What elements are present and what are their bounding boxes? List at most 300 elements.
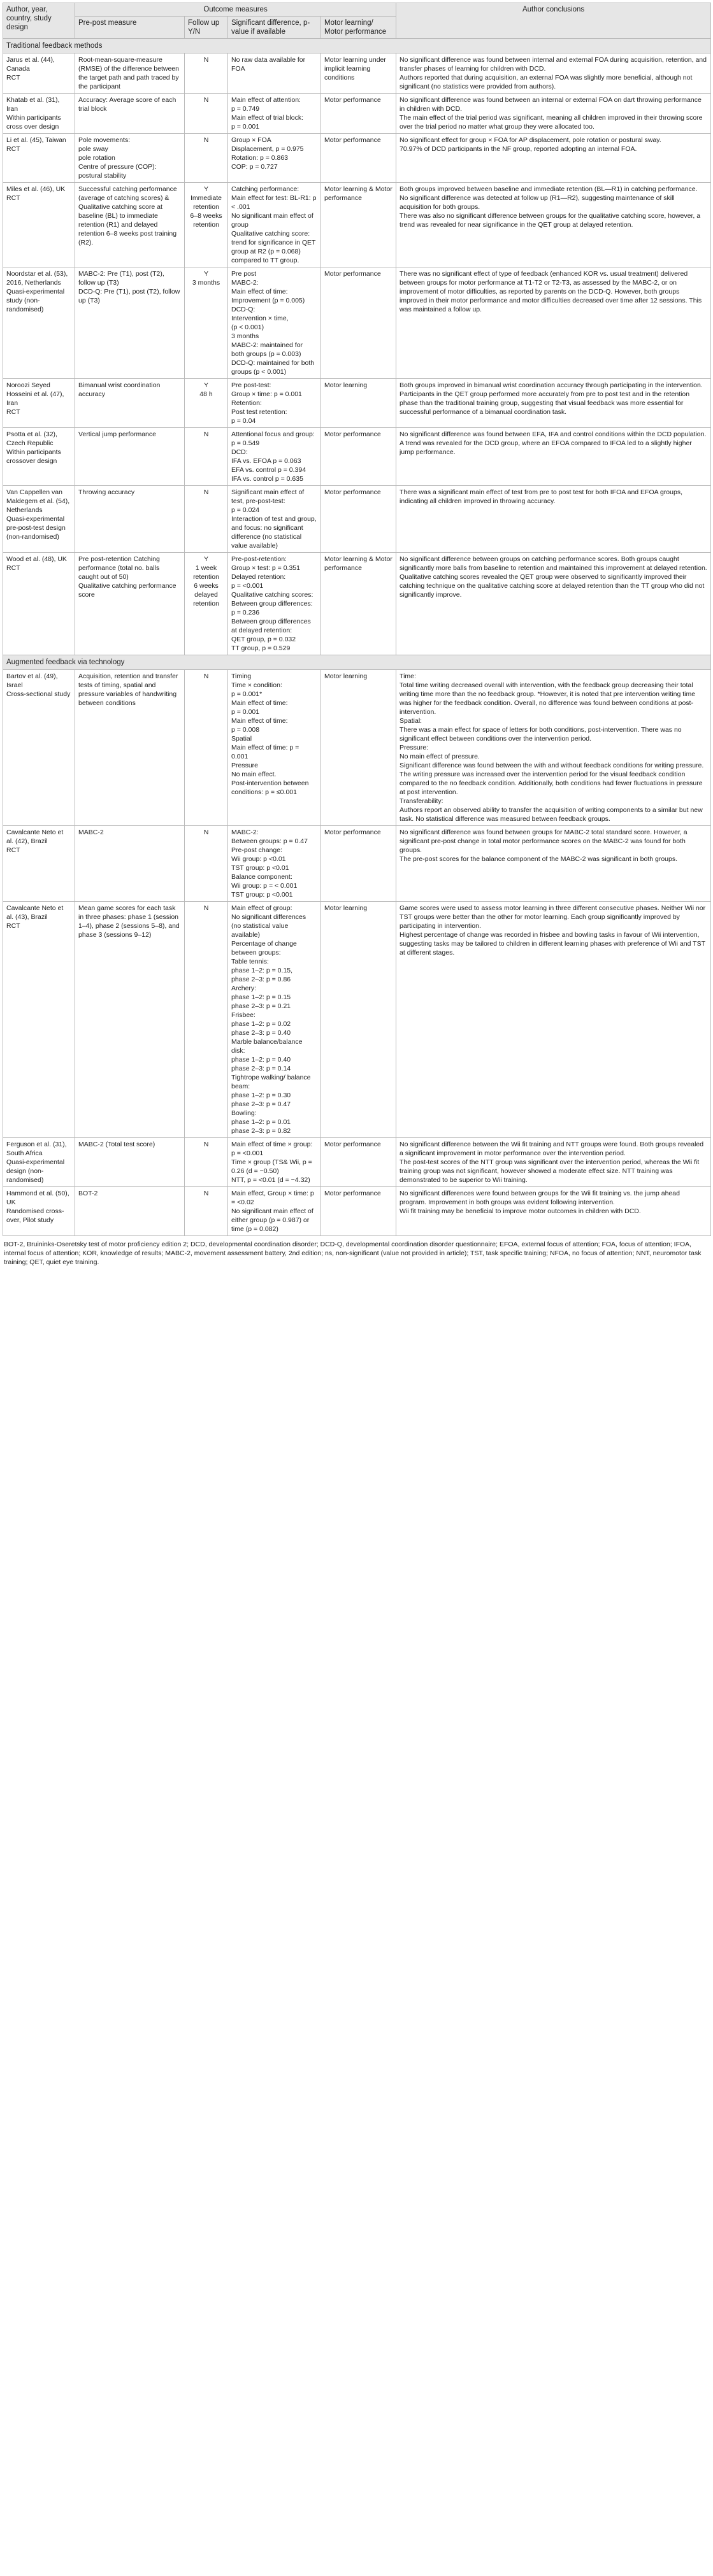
cell-line: Centre of pressure (COP): bbox=[78, 163, 157, 171]
results-table bbox=[3, 3, 711, 1236]
cell-line: p = 0.001 bbox=[231, 123, 260, 131]
cell-line: Quasi-experimental pre-post-test design (non-randomised) bbox=[6, 515, 66, 541]
cell-significance bbox=[228, 1138, 321, 1187]
cell-conclusion bbox=[396, 183, 711, 267]
cell-line: Timing bbox=[231, 672, 252, 680]
cell-line: phase 1–2: p = 0.15 bbox=[231, 993, 291, 1001]
cell-line: Frisbee: bbox=[231, 1011, 256, 1019]
cell-line: pole sway bbox=[78, 145, 108, 153]
cell-follow-up bbox=[185, 553, 228, 655]
table-row bbox=[3, 267, 711, 379]
cell-line: Between groups: p = 0.47 bbox=[231, 837, 308, 845]
cell-line: There was no significant effect of type of feedback (enhanced KOR vs. usual treatment) delivered between groups for motor performance at T1-T2 or T2-T3, as assessed by the MABC-2, or on improvement of motor difficulties, as reported by parents on the DCD-Q. However, both groups improved in their motor performance and motor difficulties decreased over time after 12 sessions. This was maintained a follow up. bbox=[400, 270, 702, 313]
cell-conclusion bbox=[396, 670, 711, 826]
header-author: Author, year, country, study design bbox=[3, 3, 75, 39]
cell-line: Main effect of time × group: p = <0.001 bbox=[231, 1141, 313, 1157]
cell-author bbox=[3, 94, 75, 134]
cell-conclusion bbox=[396, 53, 711, 94]
cell-line: MABC-2: Pre (T1), post (T2), follow up (T3) bbox=[78, 270, 164, 287]
cell-line: No main effect of pressure. bbox=[400, 753, 480, 760]
cell-follow-up bbox=[185, 670, 228, 826]
cell-significance bbox=[228, 1187, 321, 1236]
cell-line: Motor learning bbox=[324, 381, 368, 389]
cell-line: Bowling: bbox=[231, 1109, 257, 1117]
cell-significance bbox=[228, 486, 321, 553]
cell-line: RCT bbox=[6, 408, 20, 416]
cell-line: Qualitative catching scores revealed the QET group were observed to significantly improved their catching technique on the qualitative catching score at delayed retention than the TT group who did not significantly improve. bbox=[400, 573, 705, 599]
cell-line: Pre-post-retention: bbox=[231, 555, 287, 563]
cell-line: Quasi-experimental study (non-randomised) bbox=[6, 288, 65, 313]
cell-line: Tightrope walking/ balance beam: bbox=[231, 1074, 311, 1090]
cell-line: No significant differences (no statistical value available) bbox=[231, 913, 306, 939]
results-table-container bbox=[3, 3, 710, 1270]
cell-line: COP: p = 0.727 bbox=[231, 163, 278, 171]
cell-measure bbox=[75, 428, 185, 486]
cell-line: Pressure: bbox=[400, 744, 428, 751]
cell-line: Qualitative catching performance score bbox=[78, 582, 176, 599]
cell-line: Hammond et al. (50), UK bbox=[6, 1190, 69, 1206]
cell-motor bbox=[321, 379, 396, 428]
cell-line: Pre post bbox=[231, 270, 257, 278]
cell-line: Main effect of attention: bbox=[231, 96, 301, 104]
cell-line: N bbox=[203, 136, 209, 144]
table-row bbox=[3, 670, 711, 826]
cell-line: Wii fit training may be beneficial to improve motor outcomes in children with DCD. bbox=[400, 1207, 641, 1215]
cell-line: Ferguson et al. (31), South Africa bbox=[6, 1141, 67, 1157]
cell-line: Post test retention: bbox=[231, 408, 287, 416]
cell-line: N bbox=[203, 488, 209, 496]
cell-significance bbox=[228, 670, 321, 826]
table-row bbox=[3, 902, 711, 1138]
cell-line: Motor performance bbox=[324, 829, 381, 836]
cell-line: Highest percentage of change was recorded in frisbee and bowling tasks in favour of Wii intervention, suggesting tasks may be tailored to children in different learning phases with preference of Wii and TST at different stages. bbox=[400, 931, 705, 957]
cell-line: Percentage of change between groups: bbox=[231, 940, 297, 957]
cell-line: There was also no significant difference between groups for the qualitative catching score, however, a trend was revealed for near significance in the QET group at delayed retention. bbox=[400, 212, 701, 229]
cell-line: N bbox=[203, 96, 209, 104]
cell-line: N bbox=[203, 431, 209, 438]
cell-line: Immediate retention bbox=[190, 194, 222, 211]
cell-line: Main effect of time: p = 0.001 bbox=[231, 744, 299, 760]
cell-line: The main effect of the trial period was significant, meaning all children improved in their throwing score over the trial period no matter what group they were allocated too. bbox=[400, 114, 703, 131]
cell-line: Throwing accuracy bbox=[78, 488, 135, 496]
cell-line: DCD-Q: bbox=[231, 306, 256, 313]
cell-line: Authors reported that during acquisition, an external FOA was slightly more beneficial, although not significant (no statistics were provided from authors). bbox=[400, 74, 693, 90]
cell-line: The post-test scores of the NTT group was significant over the intervention period, whereas the Wii fit training group was not significant, however showed a moderate effect size. NTT training was demonstrated to be superior to Wii training. bbox=[400, 1158, 700, 1184]
cell-line: No significant main effect of group bbox=[231, 212, 313, 229]
cell-significance bbox=[228, 379, 321, 428]
header-follow-up: Follow up Y/N bbox=[185, 17, 228, 39]
cell-line: No significant differences were found between groups for the Wii fit training vs. the jump ahead program. Improvement in both groups was evident following intervention. bbox=[400, 1190, 680, 1206]
cell-line: Motor performance bbox=[324, 96, 381, 104]
cell-line: BOT-2 bbox=[78, 1190, 98, 1197]
cell-line: TT group, p = 0.529 bbox=[231, 644, 291, 652]
cell-measure bbox=[75, 486, 185, 553]
cell-follow-up bbox=[185, 428, 228, 486]
cell-line: Main effect of group: bbox=[231, 904, 292, 912]
cell-conclusion bbox=[396, 826, 711, 902]
table-row bbox=[3, 1187, 711, 1236]
cell-conclusion bbox=[396, 134, 711, 183]
cell-line: N bbox=[203, 1141, 209, 1148]
cell-line: RCT bbox=[6, 922, 20, 930]
cell-significance bbox=[228, 183, 321, 267]
cell-line: Motor learning & Motor performance bbox=[324, 555, 393, 572]
cell-line: There was a main effect for space of letters for both conditions, post-intervention. There was no significant effect between conditions over the intervention period. bbox=[400, 726, 682, 743]
cell-line: No significant difference was found between an internal or external FOA on dart throwing performance in children with DCD. bbox=[400, 96, 702, 113]
section-title: Augmented feedback via technology bbox=[3, 655, 711, 670]
cell-line: RCT bbox=[6, 145, 20, 153]
cell-line: DCD-Q: maintained for both groups (p < 0.001) bbox=[231, 359, 315, 376]
cell-line: QET group, p = 0.032 bbox=[231, 636, 296, 643]
cell-line: Within participants crossover design bbox=[6, 448, 61, 465]
cell-line: phase 2–3: p = 0.40 bbox=[231, 1029, 291, 1037]
cell-line: Jarus et al. (44), bbox=[6, 56, 55, 64]
cell-line: Israel bbox=[6, 681, 23, 689]
cell-follow-up bbox=[185, 379, 228, 428]
cell-author bbox=[3, 428, 75, 486]
cell-line: TST group: p <0.01 bbox=[231, 864, 289, 872]
cell-line: Intervention × time, bbox=[231, 315, 289, 322]
cell-line: Motor performance bbox=[324, 488, 381, 496]
cell-author bbox=[3, 826, 75, 902]
cell-line: Group × test: p = 0.351 bbox=[231, 564, 300, 572]
cell-conclusion bbox=[396, 94, 711, 134]
cell-line: p = 0.749 bbox=[231, 105, 260, 113]
cell-line: Khatab et al. (31), bbox=[6, 96, 60, 104]
cell-follow-up bbox=[185, 53, 228, 94]
cell-line: phase 2–3: p = 0.21 bbox=[231, 1002, 291, 1010]
cell-line: MABC-2: maintained for both groups (p = 0.003) bbox=[231, 341, 303, 358]
cell-line: Both groups improved in bimanual wrist coordination accuracy through participating in the intervention. bbox=[400, 381, 703, 389]
cell-author bbox=[3, 1187, 75, 1236]
cell-follow-up bbox=[185, 826, 228, 902]
cell-line: Significant difference was found between the with and without feedback conditions for writing pressure. The writing pressure was increased over the intervention period for the visual feedback condition compared to the no feedback condition. Additionally, both conditions had fewer fluctuations in pressure at post intervention. bbox=[400, 762, 704, 796]
cell-measure bbox=[75, 670, 185, 826]
cell-follow-up bbox=[185, 267, 228, 379]
cell-line: No significant difference was found between EFA, IFA and control conditions within the DCD population. A trend was revealed for the DCD group, where an EFOA compared to IFOA led to a slightly higher jump performance. bbox=[400, 431, 707, 456]
cell-significance bbox=[228, 267, 321, 379]
table-row bbox=[3, 826, 711, 902]
cell-conclusion bbox=[396, 428, 711, 486]
cell-follow-up bbox=[185, 902, 228, 1138]
cell-motor bbox=[321, 267, 396, 379]
cell-line: No raw data available for FOA bbox=[231, 56, 306, 73]
cell-measure bbox=[75, 94, 185, 134]
cell-line: Authors report an observed ability to transfer the acquisition of writing components to a similar but new task. No statistical difference was measured between feedback groups. bbox=[400, 806, 703, 823]
cell-line: Motor learning bbox=[324, 672, 368, 680]
cell-line: Main effect of time: bbox=[231, 717, 288, 725]
table-row bbox=[3, 428, 711, 486]
cell-line: p = 0.001* bbox=[231, 690, 263, 698]
cell-author bbox=[3, 1138, 75, 1187]
cell-line: Iran bbox=[6, 399, 18, 407]
cell-line: Canada bbox=[6, 65, 30, 73]
cell-motor bbox=[321, 428, 396, 486]
cell-line: Main effect, Group × time: p = <0.02 bbox=[231, 1190, 314, 1206]
cell-line: phase 2–3: p = 0.47 bbox=[231, 1100, 291, 1108]
cell-line: Time × condition: bbox=[231, 681, 282, 689]
cell-line: Rotation: p = 0.863 bbox=[231, 154, 289, 162]
cell-line: p = 0.024 bbox=[231, 506, 260, 514]
cell-line: MABC-2: bbox=[231, 829, 259, 836]
cell-line: MABC-2: bbox=[231, 279, 259, 287]
cell-line: Motor performance bbox=[324, 1190, 381, 1197]
cell-motor bbox=[321, 553, 396, 655]
cell-measure bbox=[75, 553, 185, 655]
cell-line: Pre-post change: bbox=[231, 846, 282, 854]
cell-line: Acquisition, retention and transfer tests of timing, spatial and pressure variables of handwriting between conditions bbox=[78, 672, 178, 707]
cell-author bbox=[3, 267, 75, 379]
cell-conclusion bbox=[396, 1138, 711, 1187]
cell-motor bbox=[321, 486, 396, 553]
cell-measure bbox=[75, 183, 185, 267]
cell-line: NTT, p = <0.01 (d = −4.32) bbox=[231, 1176, 310, 1184]
cell-follow-up bbox=[185, 1138, 228, 1187]
table-row bbox=[3, 53, 711, 94]
cell-line: Wii group: p = < 0.001 bbox=[231, 882, 298, 890]
cell-line: Spatial: bbox=[400, 717, 422, 725]
cell-follow-up bbox=[185, 134, 228, 183]
cell-line: Mean game scores for each task in three phases: phase 1 (session 1–4), phase 2 (sessions 5–8), and phase 3 (sessions 9–12) bbox=[78, 904, 180, 939]
cell-line: Bartov et al. (49), bbox=[6, 672, 58, 680]
cell-conclusion bbox=[396, 902, 711, 1138]
cell-line: pole rotation bbox=[78, 154, 115, 162]
cell-line: No significant difference between groups on catching performance scores. Both groups caught significantly more balls from baseline to retention and maintained this improvement at delayed retention. bbox=[400, 555, 707, 572]
cell-author bbox=[3, 183, 75, 267]
cell-motor bbox=[321, 1187, 396, 1236]
cell-line: Attentional focus and group: p = 0.549 bbox=[231, 431, 315, 447]
cell-line: EFA vs. control p = 0.394 bbox=[231, 466, 306, 474]
cell-line: N bbox=[203, 1190, 209, 1197]
cell-line: Noroozi Seyed Hosseini et al. (47), bbox=[6, 381, 64, 398]
cell-line: Delayed retention: bbox=[231, 573, 286, 581]
cell-line: No main effect. bbox=[231, 771, 277, 778]
cell-line: Main effect of time: bbox=[231, 699, 288, 707]
cell-line: Y bbox=[203, 381, 208, 389]
cell-line: Y bbox=[203, 555, 208, 563]
cell-line: Group × FOA bbox=[231, 136, 271, 144]
cell-line: Pre post-retention Catching performance (total no. balls caught out of 50) bbox=[78, 555, 160, 581]
cell-motor bbox=[321, 53, 396, 94]
header-motor: Motor learning/ Motor performance bbox=[321, 17, 396, 39]
header-significance: Significant difference, p-value if available bbox=[228, 17, 321, 39]
header-author-conclusions: Author conclusions bbox=[396, 3, 711, 39]
cell-line: DCD: bbox=[231, 448, 248, 456]
cell-line: Post-intervention between conditions: p = ≤0.001 bbox=[231, 779, 309, 796]
table-row bbox=[3, 183, 711, 267]
cell-measure bbox=[75, 1138, 185, 1187]
cell-author bbox=[3, 53, 75, 94]
cell-line: Time: bbox=[400, 672, 416, 680]
cell-line: Root-mean-square-measure (RMSE) of the difference between the target path and path traced by the participant bbox=[78, 56, 179, 90]
cell-motor bbox=[321, 1138, 396, 1187]
cell-conclusion bbox=[396, 1187, 711, 1236]
cell-line: Pole movements: bbox=[78, 136, 131, 144]
cell-line: Cavalcante Neto et al. (43), Brazil bbox=[6, 904, 64, 921]
cell-line: 1 week retention bbox=[193, 564, 219, 581]
cell-line: Li et al. (45), Taiwan bbox=[6, 136, 66, 144]
cell-line: There was a significant main effect of test from pre to post test for both IFOA and EFOA groups, indicating all children improved in throwing accuracy. bbox=[400, 488, 682, 505]
table-row bbox=[3, 94, 711, 134]
cell-line: Interaction of test and group, and focus: no significant difference (no statistical value available) bbox=[231, 515, 317, 550]
cell-line: TST group: p <0.001 bbox=[231, 891, 293, 899]
cell-line: 48 h bbox=[199, 390, 213, 398]
cell-follow-up bbox=[185, 486, 228, 553]
cell-line: Spatial bbox=[231, 735, 252, 743]
cell-line: phase 1–2: p = 0.01 bbox=[231, 1118, 291, 1126]
cell-line: p = <0.001 bbox=[231, 582, 264, 590]
section-header bbox=[3, 655, 711, 670]
cell-line: No significant difference between the Wii fit training and NTT groups were found. Both groups revealed a significant improvement in motor performance over the intervention period. bbox=[400, 1141, 704, 1157]
cell-line: phase 2–3: p = 0.86 bbox=[231, 976, 291, 983]
table-row bbox=[3, 553, 711, 655]
cell-line: phase 1–2: p = 0.02 bbox=[231, 1020, 291, 1028]
cell-line: Psotta et al. (32), bbox=[6, 431, 57, 438]
cell-line: Bimanual wrist coordination accuracy bbox=[78, 381, 161, 398]
section-header bbox=[3, 39, 711, 53]
cell-line: RCT bbox=[6, 74, 20, 82]
table-row bbox=[3, 1138, 711, 1187]
cell-significance bbox=[228, 826, 321, 902]
cell-line: Motor performance bbox=[324, 136, 381, 144]
cell-line: No significant main effect of either group (p = 0.987) or time (p = 0.082) bbox=[231, 1207, 313, 1233]
cell-line: Main effect of time: bbox=[231, 288, 288, 295]
cell-line: Qualitative catching scores: bbox=[231, 591, 313, 599]
cell-line: Y bbox=[203, 270, 208, 278]
cell-follow-up bbox=[185, 183, 228, 267]
cell-measure bbox=[75, 267, 185, 379]
cell-line: Retention: bbox=[231, 399, 262, 407]
cell-measure bbox=[75, 379, 185, 428]
cell-line: Iran bbox=[6, 105, 18, 113]
header-outcome-measures: Outcome measures bbox=[75, 3, 396, 17]
cell-line: N bbox=[203, 672, 209, 680]
cell-line: N bbox=[203, 829, 209, 836]
cell-line: RCT bbox=[6, 564, 20, 572]
cell-line: 6 weeks delayed retention bbox=[193, 582, 219, 608]
cell-line: No significant difference was found between internal and external FOA during acquisition, retention, and transfer phases of learning for children with DCD. bbox=[400, 56, 707, 73]
cell-line: 6–8 weeks retention bbox=[190, 212, 222, 229]
cell-line: Vertical jump performance bbox=[78, 431, 156, 438]
cell-line: phase 2–3: p = 0.82 bbox=[231, 1127, 291, 1135]
cell-line: Within participants cross over design bbox=[6, 114, 61, 131]
cell-author bbox=[3, 379, 75, 428]
cell-significance bbox=[228, 94, 321, 134]
cell-motor bbox=[321, 134, 396, 183]
cell-line: Quasi-experimental design (non-randomised) bbox=[6, 1158, 65, 1184]
cell-line: p = 0.001 bbox=[231, 708, 260, 716]
cell-line: Van Cappellen van Maldegem et al. (54), Netherlands bbox=[6, 488, 70, 514]
cell-measure bbox=[75, 826, 185, 902]
cell-line: Accuracy: Average score of each trial block bbox=[78, 96, 176, 113]
cell-motor bbox=[321, 183, 396, 267]
table-footnote: BOT-2, Bruininks-Oseretsky test of motor proficiency edition 2; DCD, developmental coordination disorder; DCD-Q, developmental coordination disorder questionnaire; EFOA, external focus of attention; FOA, focus of attention; IFOA, internal focus of attention; KOR, knowledge of results; MABC-2, movement assessment battery, 2nd edition; ns, non-significant (value not provided in article); TST, task specific training; NFOA, no focus of attention; NNT, neuromotor task training; QET, quiet eye training. bbox=[4, 1241, 702, 1266]
cell-line: Motor learning bbox=[324, 904, 368, 912]
cell-motor bbox=[321, 902, 396, 1138]
cell-line: Time × group (TS& Wii, p = 0.26 (d = −0.50) bbox=[231, 1158, 312, 1175]
cell-line: Marble balance/balance disk: bbox=[231, 1038, 303, 1055]
cell-line: Czech Republic bbox=[6, 439, 54, 447]
cell-author bbox=[3, 670, 75, 826]
cell-line: Table tennis: bbox=[231, 958, 269, 965]
cell-line: 2016, Netherlands bbox=[6, 279, 61, 287]
cell-motor bbox=[321, 94, 396, 134]
cell-significance bbox=[228, 53, 321, 94]
cell-line: Qualitative catching score: bbox=[231, 230, 310, 238]
cell-line: Total time writing decreased overall with intervention, with the feedback group decreasing their total writing time more than the no feedback group. *However, it is noted that pre intervention writing time was higher for the feedback condition. Overall, no difference was found between conditions at post-intervention. bbox=[400, 681, 696, 716]
cell-author bbox=[3, 553, 75, 655]
cell-author bbox=[3, 902, 75, 1138]
cell-conclusion bbox=[396, 267, 711, 379]
cell-line: Motor learning under implicit learning conditions bbox=[324, 56, 386, 82]
cell-line: phase 2–3: p = 0.14 bbox=[231, 1065, 291, 1072]
cell-line: trend for significance in QET group at R2 (p = 0.068) compared to TT group. bbox=[231, 239, 316, 264]
cell-line: N bbox=[203, 904, 209, 912]
cell-line: The pre-post scores for the balance component of the MABC-2 was significant in both groups. bbox=[400, 855, 678, 863]
cell-line: N bbox=[203, 56, 209, 64]
cell-line: RCT bbox=[6, 846, 20, 854]
cell-line: Cavalcante Neto et al. (42), Brazil bbox=[6, 829, 64, 845]
cell-line: MABC-2 bbox=[78, 829, 104, 836]
cell-line: Wood et al. (48), UK bbox=[6, 555, 67, 563]
cell-line: Game scores were used to assess motor learning in three different consecutive phases. Neither Wii nor TST groups were better than the other for motor learning. Each group significantly improved by participating in intervention. bbox=[400, 904, 706, 930]
cell-line: phase 1–2: p = 0.40 bbox=[231, 1056, 291, 1064]
cell-line: Pre post-test: bbox=[231, 381, 271, 389]
cell-line: phase 1–2: p = 0.15, bbox=[231, 967, 293, 974]
cell-significance bbox=[228, 553, 321, 655]
cell-line: 3 months bbox=[231, 332, 259, 340]
cell-line: 70.97% of DCD participants in the NF group, reported adopting an internal FOA. bbox=[400, 145, 637, 153]
table-row bbox=[3, 379, 711, 428]
cell-line: IFA vs. EFOA p = 0.063 bbox=[231, 457, 301, 465]
cell-line: Successful catching performance (average of catching scores) & Qualitative catching score at baseline (BL) to immediate retention (R1) and delayed retention 6–8 weeks post training (R2). bbox=[78, 185, 177, 246]
cell-line: Transferability: bbox=[400, 797, 443, 805]
cell-line: No significant difference was found between groups for MABC-2 total standard score. However, a significant pre-post change in total motor performance scores on the MABC-2 was found for both groups. bbox=[400, 829, 688, 854]
cell-line: Between group differences at delayed retention: bbox=[231, 618, 311, 634]
cell-line: Motor learning & Motor performance bbox=[324, 185, 393, 202]
cell-line: Pressure bbox=[231, 762, 259, 769]
cell-conclusion bbox=[396, 486, 711, 553]
cell-line: Motor performance bbox=[324, 270, 381, 278]
cell-line: Both groups improved between baseline and immediate retention (BL—R1) in catching performance. No significant difference was detected at follow up (R1—R2), suggesting maintenance of skill acquisition for both groups. bbox=[400, 185, 698, 211]
cell-line: Main effect of trial block: bbox=[231, 114, 304, 122]
cell-measure bbox=[75, 902, 185, 1138]
cell-line: Group × time: p = 0.001 bbox=[231, 390, 302, 398]
cell-author bbox=[3, 486, 75, 553]
cell-line: postural stability bbox=[78, 172, 127, 180]
cell-measure bbox=[75, 134, 185, 183]
cell-line: DCD-Q: Pre (T1), post (T2), follow up (T3) bbox=[78, 288, 180, 304]
cell-line: No significant effect for group × FOA for AP displacement, pole rotation or postural sway. bbox=[400, 136, 661, 144]
cell-follow-up bbox=[185, 94, 228, 134]
cell-author bbox=[3, 134, 75, 183]
cell-follow-up bbox=[185, 1187, 228, 1236]
table-row bbox=[3, 134, 711, 183]
cell-significance bbox=[228, 134, 321, 183]
cell-significance bbox=[228, 902, 321, 1138]
cell-measure bbox=[75, 53, 185, 94]
cell-line: Displacement, p = 0.975 bbox=[231, 145, 304, 153]
cell-line: Motor performance bbox=[324, 1141, 381, 1148]
cell-line: RCT bbox=[6, 194, 20, 202]
header-measure: Pre-post measure bbox=[75, 17, 185, 39]
cell-line: Motor performance bbox=[324, 431, 381, 438]
cell-line: Catching performance: bbox=[231, 185, 299, 193]
cell-line: Participants in the QET group performed more accurately from pre to post test and in the retention phase than the traditional training group, suggesting that visual feedback was more essential for successful performance of a bimanual coordination task. bbox=[400, 390, 690, 416]
table-row bbox=[3, 486, 711, 553]
cell-line: Miles et al. (46), UK bbox=[6, 185, 66, 193]
cell-line: Wii group: p <0.01 bbox=[231, 855, 286, 863]
